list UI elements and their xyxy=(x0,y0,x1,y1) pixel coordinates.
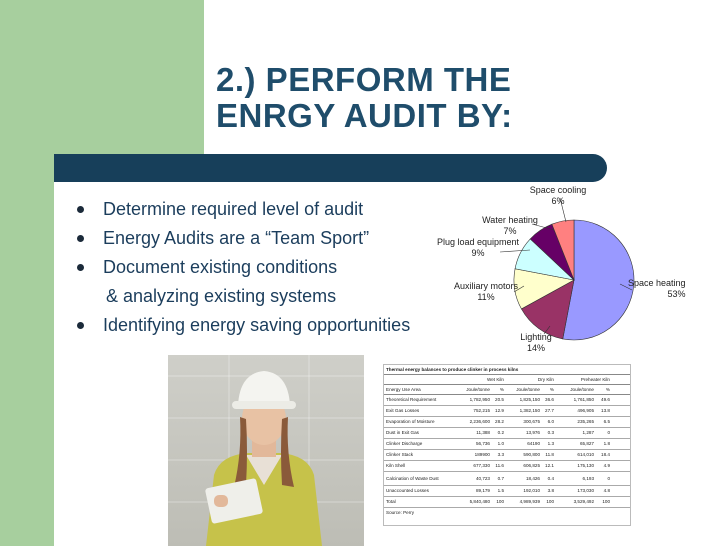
table-cell: 5,840,480 xyxy=(469,499,490,504)
bullet-text: & analyzing existing systems xyxy=(106,286,337,306)
bullet-item xyxy=(70,253,470,282)
table-body xyxy=(384,395,630,508)
table-cell: 27.7 xyxy=(545,408,554,413)
bullet-dot-icon xyxy=(77,235,84,242)
table-cell: 4,989,939 xyxy=(519,499,540,504)
pie-label-value: 9% xyxy=(471,248,485,258)
table-row xyxy=(384,472,630,486)
header-wet-kiln: Wet Kiln xyxy=(486,377,504,382)
table-cell: 0 xyxy=(607,430,610,435)
table-cell: 0.4 xyxy=(547,475,554,481)
table-cell: 100 xyxy=(546,499,554,504)
row-label: Evaporation of Moisture xyxy=(386,419,435,424)
table-cell: 28.2 xyxy=(495,419,504,424)
pie-label-value: 11% xyxy=(477,292,495,302)
table-cell: 192,010 xyxy=(523,488,540,493)
table-column-header xyxy=(384,385,630,395)
pie-label-value: 7% xyxy=(503,226,517,236)
table-row xyxy=(384,461,630,472)
row-label: Total xyxy=(386,499,396,504)
energy-use-pie-chart xyxy=(436,180,728,355)
bullet-dot-icon xyxy=(77,264,84,271)
table-cell: 56,736 xyxy=(475,441,490,446)
table-cell: 6.0 xyxy=(547,419,554,424)
bullet-text: Document existing conditions xyxy=(103,257,338,277)
row-label: Clinker Stack xyxy=(386,452,414,457)
pie-label-name: Space heating xyxy=(628,278,686,288)
pie-label xyxy=(520,332,552,354)
column-header: Energy Use Area xyxy=(386,387,421,392)
table-cell: 100 xyxy=(602,499,610,504)
pie-label-name: Plug load equipment xyxy=(436,237,520,247)
row-label: Dust in Exit Gas xyxy=(386,430,419,435)
slide-title xyxy=(216,62,513,134)
table-cell: 64190 xyxy=(527,441,540,446)
column-header: % xyxy=(549,387,554,392)
table-cell: 11.6 xyxy=(495,463,504,468)
table-row xyxy=(384,406,630,417)
title-line-2: ENRGY AUDIT BY: xyxy=(216,97,513,134)
bullet-item xyxy=(70,311,470,340)
table-cell: 1,782,950 xyxy=(469,397,490,402)
table-cell: 6.5 xyxy=(603,419,610,424)
table-cell: 173,030 xyxy=(577,488,594,493)
title-underline-bar xyxy=(54,154,607,182)
table-cell: 752,215 xyxy=(473,408,490,413)
table-cell: 12.9 xyxy=(495,408,504,413)
pie-label-name: Auxiliary motors xyxy=(453,281,519,291)
table-cell: 65,827 xyxy=(579,441,594,446)
row-label: Unaccounted Losses xyxy=(386,488,429,493)
table-cell: 1.3 xyxy=(547,441,554,446)
column-header: % xyxy=(605,387,610,392)
table-cell: 18,426 xyxy=(525,475,540,481)
table-cell: 1.8 xyxy=(603,441,610,446)
table-cell: 18.4 xyxy=(601,452,610,457)
table-cell: 300,675 xyxy=(523,419,540,424)
row-label: Calcination of Waste Dust xyxy=(386,475,439,481)
bullet-text: Energy Audits are a “Team Sport” xyxy=(103,228,370,248)
table-cell: 11,388 xyxy=(476,430,490,435)
header-spacer xyxy=(384,375,454,384)
table-cell: 13.8 xyxy=(601,408,610,413)
table-cell: 1,825,150 xyxy=(519,397,540,402)
table-kiln-header xyxy=(384,375,630,385)
table-cell: 614,010 xyxy=(577,452,594,457)
table-cell: 1,761,850 xyxy=(573,397,594,402)
row-label: Kiln Shell xyxy=(386,463,406,468)
table-cell: 175,130 xyxy=(577,463,594,468)
table-cell: 606,825 xyxy=(523,463,540,468)
column-header: Joule/tonne xyxy=(466,387,490,392)
pie-label xyxy=(628,278,686,300)
bullet-list xyxy=(70,195,470,340)
row-label: Clinker Discharge xyxy=(386,441,423,446)
table-cell: 3.8 xyxy=(547,488,554,493)
table-cell: 2,236,600 xyxy=(469,419,490,424)
pie-label-name: Water heating xyxy=(482,215,538,225)
green-side-strip xyxy=(0,154,54,546)
table-row xyxy=(384,486,630,497)
table-row xyxy=(384,439,630,450)
table-cell: 100 xyxy=(496,499,504,504)
pie-label xyxy=(437,237,519,259)
column-header: % xyxy=(499,387,504,392)
table-cell: 3,529,492 xyxy=(573,499,594,504)
table-cell: 49.6 xyxy=(601,397,610,402)
table-cell: 496,905 xyxy=(577,408,594,413)
pie-label xyxy=(454,281,518,303)
worker-photo xyxy=(168,355,364,546)
table-cell: 235,265 xyxy=(577,419,594,424)
table-cell: 1,287 xyxy=(582,430,594,435)
table-cell: 4.8 xyxy=(603,488,610,493)
pie-label-value: 14% xyxy=(526,343,545,353)
table-cell: 3.3 xyxy=(497,452,504,457)
table-row xyxy=(384,428,630,439)
table-cell: 20.5 xyxy=(495,397,504,402)
table-cell: 0 xyxy=(607,475,610,481)
table-row xyxy=(384,497,630,508)
bullet-text: Determine required level of audit xyxy=(103,199,364,219)
table-source: Source: Perry xyxy=(386,510,415,515)
header-dry-kiln: Dry Kiln xyxy=(537,377,554,382)
column-header: Joule/tonne xyxy=(570,387,594,392)
table-cell: 89,179 xyxy=(475,488,490,493)
table-cell: 6,193 xyxy=(582,475,594,481)
pie-label xyxy=(482,215,538,237)
column-header: Joule/tonne xyxy=(516,387,540,392)
table-cell: 13,976 xyxy=(525,430,540,435)
table-cell: 40,723 xyxy=(475,475,490,481)
pie-label xyxy=(530,185,587,207)
bullet-item xyxy=(70,224,470,253)
bullet-item xyxy=(70,195,470,224)
bullet-text: Identifying energy saving opportunities xyxy=(103,315,411,335)
row-label: Theoretical Requirement xyxy=(386,397,437,402)
table-cell: 1.5 xyxy=(497,488,504,493)
table-caption: Thermal energy balances to produce clinker in process kilns xyxy=(384,365,630,375)
table-cell: 0.7 xyxy=(497,475,504,481)
table-cell: 1,382,150 xyxy=(519,408,540,413)
table-cell: 0.2 xyxy=(497,430,504,435)
energy-balance-table xyxy=(383,364,631,526)
table-cell: 4.9 xyxy=(603,463,610,468)
pie-label-value: 6% xyxy=(551,196,565,206)
bullet-dot-icon xyxy=(77,322,84,329)
table-cell: 11.8 xyxy=(545,452,554,457)
pie-label-name: Space cooling xyxy=(529,185,587,195)
table-row xyxy=(384,450,630,461)
header-preheater-kiln: Preheater Kiln xyxy=(580,377,610,382)
table-cell: 590,800 xyxy=(523,452,540,457)
worker-hardhat-icon xyxy=(168,355,364,546)
table-cell: 0.3 xyxy=(547,430,554,435)
bullet-continuation xyxy=(70,282,470,311)
table-row xyxy=(384,417,630,428)
row-label: Exit Gas Losses xyxy=(386,408,420,413)
table-cell: 36.6 xyxy=(545,397,554,402)
bullet-dot-icon xyxy=(77,206,84,213)
title-line-1: 2.) PERFORM THE xyxy=(216,61,512,98)
table-cell: 12.1 xyxy=(545,463,554,468)
table-cell: 677,330 xyxy=(473,463,490,468)
pie-label-value: 53% xyxy=(667,289,686,299)
table-row xyxy=(384,395,630,406)
table-cell: 1.0 xyxy=(497,441,504,446)
pie-label-name: Lighting xyxy=(520,332,552,342)
table-cell: 189900 xyxy=(474,452,490,457)
